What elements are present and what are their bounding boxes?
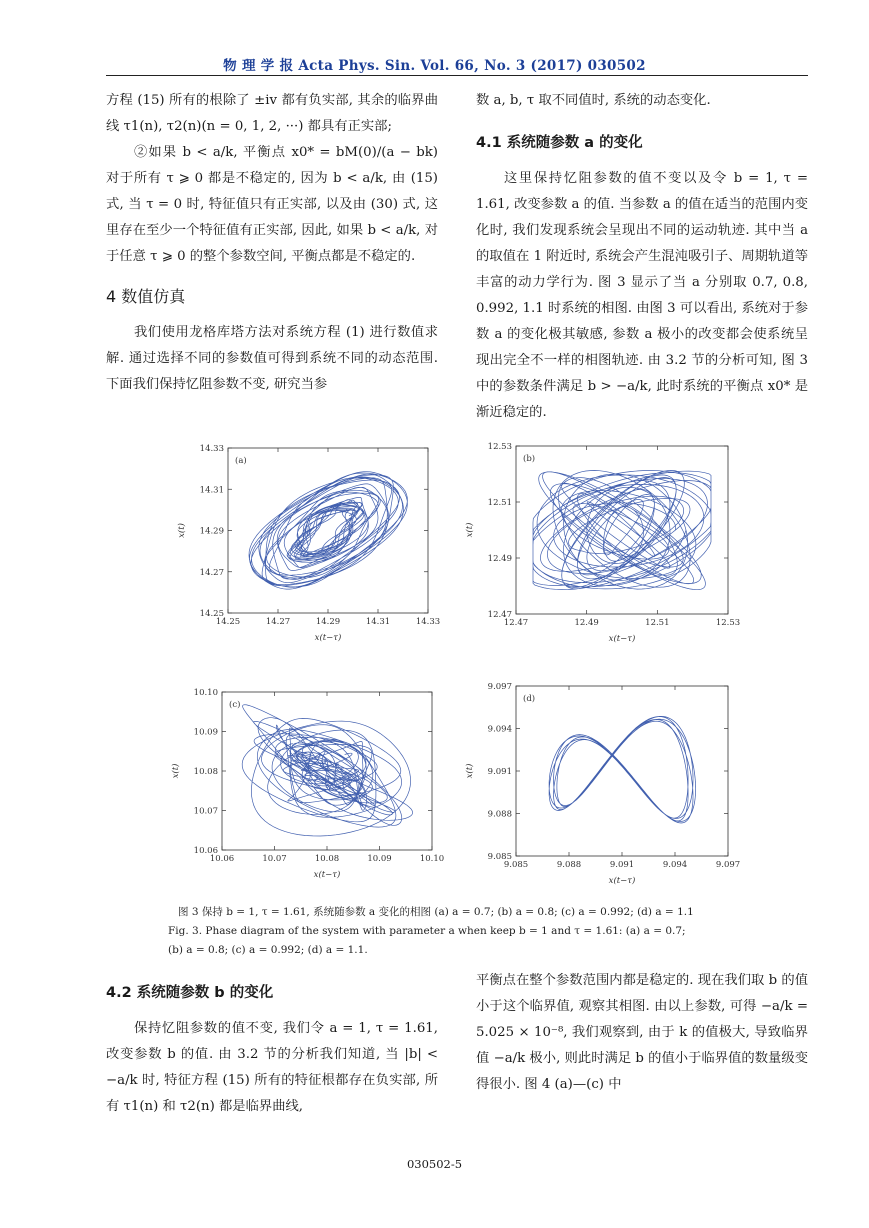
section-4-heading: 4 数值仿真 bbox=[106, 287, 186, 306]
section-4-2-heading: 4.2 系统随参数 b 的变化 bbox=[106, 985, 274, 1001]
phase-plot-c bbox=[170, 682, 460, 902]
phase-trajectory bbox=[242, 705, 412, 836]
x-tick-label: 10.10 bbox=[419, 854, 445, 864]
bottom-right-paragraph: 平衡点在整个参数范围内都是稳定的. 现在我们取 b 的值小于这个临界值, 观察其相图. 由以上参数, 可得 −a/k = 5.025 × 10⁻⁸, 我们观察到, 由于 k 的值极大, 导致临界值 −a/k 极小, 则此时满足 b 的值小于临界值的数量级变得很小. 图 4 (a)—(c) 中 bbox=[476, 973, 808, 1092]
y-tick-label: 10.06 bbox=[193, 846, 218, 856]
x-tick-label: 14.25 bbox=[215, 617, 241, 627]
y-tick-label: 10.09 bbox=[193, 727, 218, 738]
figure-caption-en-1: Fig. 3. Phase diagram of the system with parameter a when keep b = 1 and τ = 1.61: (a) a = 0.7; bbox=[168, 925, 686, 937]
y-axis-label: x(t) bbox=[171, 763, 181, 779]
panel-label: (b) bbox=[523, 454, 536, 464]
y-tick-label: 10.10 bbox=[193, 688, 218, 698]
x-tick-label: 9.085 bbox=[503, 860, 529, 870]
journal-header: 物 理 学 报 Acta Phys. Sin. Vol. 66, No. 3 (2017) 030502 bbox=[223, 58, 646, 74]
left-paragraph-3: 我们使用龙格库塔方法对系统方程 (1) 进行数值求解. 通过选择不同的参数值可得到系统不同的动态范围. 下面我们保持忆阻参数不变, 研究当参 bbox=[106, 325, 438, 392]
panel-label: (c) bbox=[229, 700, 241, 710]
left-column-top bbox=[106, 88, 438, 398]
y-tick-label: 14.27 bbox=[199, 567, 224, 578]
panel-label: (a) bbox=[235, 456, 247, 466]
x-tick-label: 10.08 bbox=[314, 854, 340, 864]
y-axis-label: x(t) bbox=[465, 763, 475, 779]
y-tick-label: 9.094 bbox=[487, 724, 512, 735]
x-tick-label: 12.51 bbox=[645, 618, 670, 628]
y-axis-label: x(t) bbox=[177, 523, 187, 538]
x-tick-label: 14.27 bbox=[265, 617, 291, 627]
y-tick-label: 14.33 bbox=[199, 444, 224, 454]
y-tick-label: 10.07 bbox=[193, 806, 218, 817]
figure-caption-en-2: (b) a = 0.8; (c) a = 0.992; (d) a = 1.1. bbox=[168, 944, 368, 956]
right-column-bottom bbox=[476, 968, 808, 1098]
x-tick-label: 10.09 bbox=[367, 854, 392, 864]
phase-trajectory bbox=[249, 472, 407, 589]
x-tick-label: 12.53 bbox=[715, 618, 741, 628]
x-tick-label: 9.088 bbox=[556, 860, 582, 870]
y-tick-label: 14.25 bbox=[199, 609, 224, 619]
x-tick-label: 14.31 bbox=[365, 617, 391, 627]
x-axis-label: x(t−τ) bbox=[313, 870, 341, 880]
section-4-1-heading: 4.1 系统随参数 a 的变化 bbox=[476, 135, 643, 151]
x-tick-label: 9.097 bbox=[715, 860, 741, 870]
y-tick-label: 12.49 bbox=[487, 554, 512, 564]
phase-plot-a bbox=[170, 440, 460, 665]
y-tick-label: 14.29 bbox=[199, 526, 224, 537]
left-column-bottom bbox=[106, 980, 438, 1120]
x-tick-label: 10.06 bbox=[209, 854, 235, 864]
y-tick-label: 14.31 bbox=[199, 485, 224, 496]
bottom-left-paragraph: 保持忆阻参数的值不变, 我们令 a = 1, τ = 1.61, 改变参数 b 的值. 由 3.2 节的分析我们知道, 当 |b| < −a/k 时, 特征方程 (15) 所有的特征根都存在负实部, 所有 τ1(n) 和 τ2(n) 都是临界曲线, bbox=[106, 1021, 438, 1114]
y-axis-label: x(t) bbox=[465, 522, 475, 538]
y-tick-label: 9.085 bbox=[487, 852, 512, 862]
phase-plot-b bbox=[460, 440, 750, 665]
y-tick-label: 12.47 bbox=[487, 610, 512, 620]
y-tick-label: 10.08 bbox=[193, 767, 218, 777]
right-paragraph-2: 这里保持忆阻参数的值不变以及令 b = 1, τ = 1.61, 改变参数 a 的值. 当参数 a 的值在适当的范围内变化时, 我们发现系统会呈现出不同的运动轨迹. 其中当 a 的取值在 1 附近时, 系统会产生混沌吸引子、周期轨道等丰富的动力学行为. 图 3 显示了当 a 分别取 0.7, 0.8, 0.992, 1.1 时系统的相图. 由图 3 可以看出, 系统对于参数 a 的变化极其敏感, 参数 a 极小的改变都会使系统呈现出完全不一样的相图轨迹. 由 3.2 节的分析可知, 图 3 中的参数条件满足 b > −a/k, 此时系统的平衡点 x0* 是渐近稳定的. bbox=[476, 171, 808, 420]
phase-trajectory bbox=[549, 716, 696, 823]
y-tick-label: 12.51 bbox=[487, 498, 512, 508]
page-number: 030502-5 bbox=[406, 1157, 463, 1171]
figure-caption-cn: 图 3 保持 b = 1, τ = 1.61, 系统随参数 a 变化的相图 (a) a = 0.7; (b) a = 0.8; (c) a = 0.992; (d) a = 1.1 bbox=[178, 906, 694, 918]
left-paragraph-1: 方程 (15) 所有的根除了 ±iv 都有负实部, 其余的临界曲线 τ1(n), τ2(n)(n = 0, 1, 2, ···) 都具有正实部; bbox=[106, 93, 438, 134]
x-tick-label: 9.094 bbox=[662, 860, 688, 870]
plot-frame bbox=[228, 448, 428, 613]
plot-frame bbox=[516, 686, 728, 856]
right-column-top bbox=[476, 88, 808, 426]
x-tick-label: 12.49 bbox=[574, 618, 599, 628]
x-axis-label: x(t−τ) bbox=[608, 876, 636, 886]
header-rule bbox=[106, 75, 808, 76]
x-tick-label: 10.07 bbox=[262, 854, 287, 864]
phase-plot-d bbox=[460, 682, 750, 902]
y-tick-label: 12.53 bbox=[487, 442, 512, 452]
x-tick-label: 14.33 bbox=[415, 617, 441, 627]
x-axis-label: x(t−τ) bbox=[314, 633, 342, 643]
x-tick-label: 14.29 bbox=[315, 617, 341, 627]
x-tick-label: 9.091 bbox=[609, 860, 635, 870]
y-tick-label: 9.088 bbox=[487, 809, 512, 820]
y-tick-label: 9.097 bbox=[487, 682, 512, 692]
y-tick-label: 9.091 bbox=[487, 767, 512, 777]
right-paragraph-1: 数 a, b, τ 取不同值时, 系统的动态变化. bbox=[476, 93, 711, 108]
phase-trajectory bbox=[533, 470, 711, 589]
panel-label: (d) bbox=[523, 694, 536, 704]
x-axis-label: x(t−τ) bbox=[608, 634, 636, 644]
x-tick-label: 12.47 bbox=[503, 618, 529, 628]
left-paragraph-2: ②如果 b < a/k, 平衡点 x0* = bM(0)/(a − bk) 对于所有 τ ⩾ 0 都是不稳定的, 因为 b < a/k, 由 (15) 式, 当 τ = 0 时, 特征值只有正实部, 以及由 (30) 式, 这里存在至少一个特征值有正实部, 因此, 如果 b < a/k, 对于任意 τ ⩾ 0 的整个参数空间, 平衡点都是不稳定的. bbox=[106, 145, 438, 264]
